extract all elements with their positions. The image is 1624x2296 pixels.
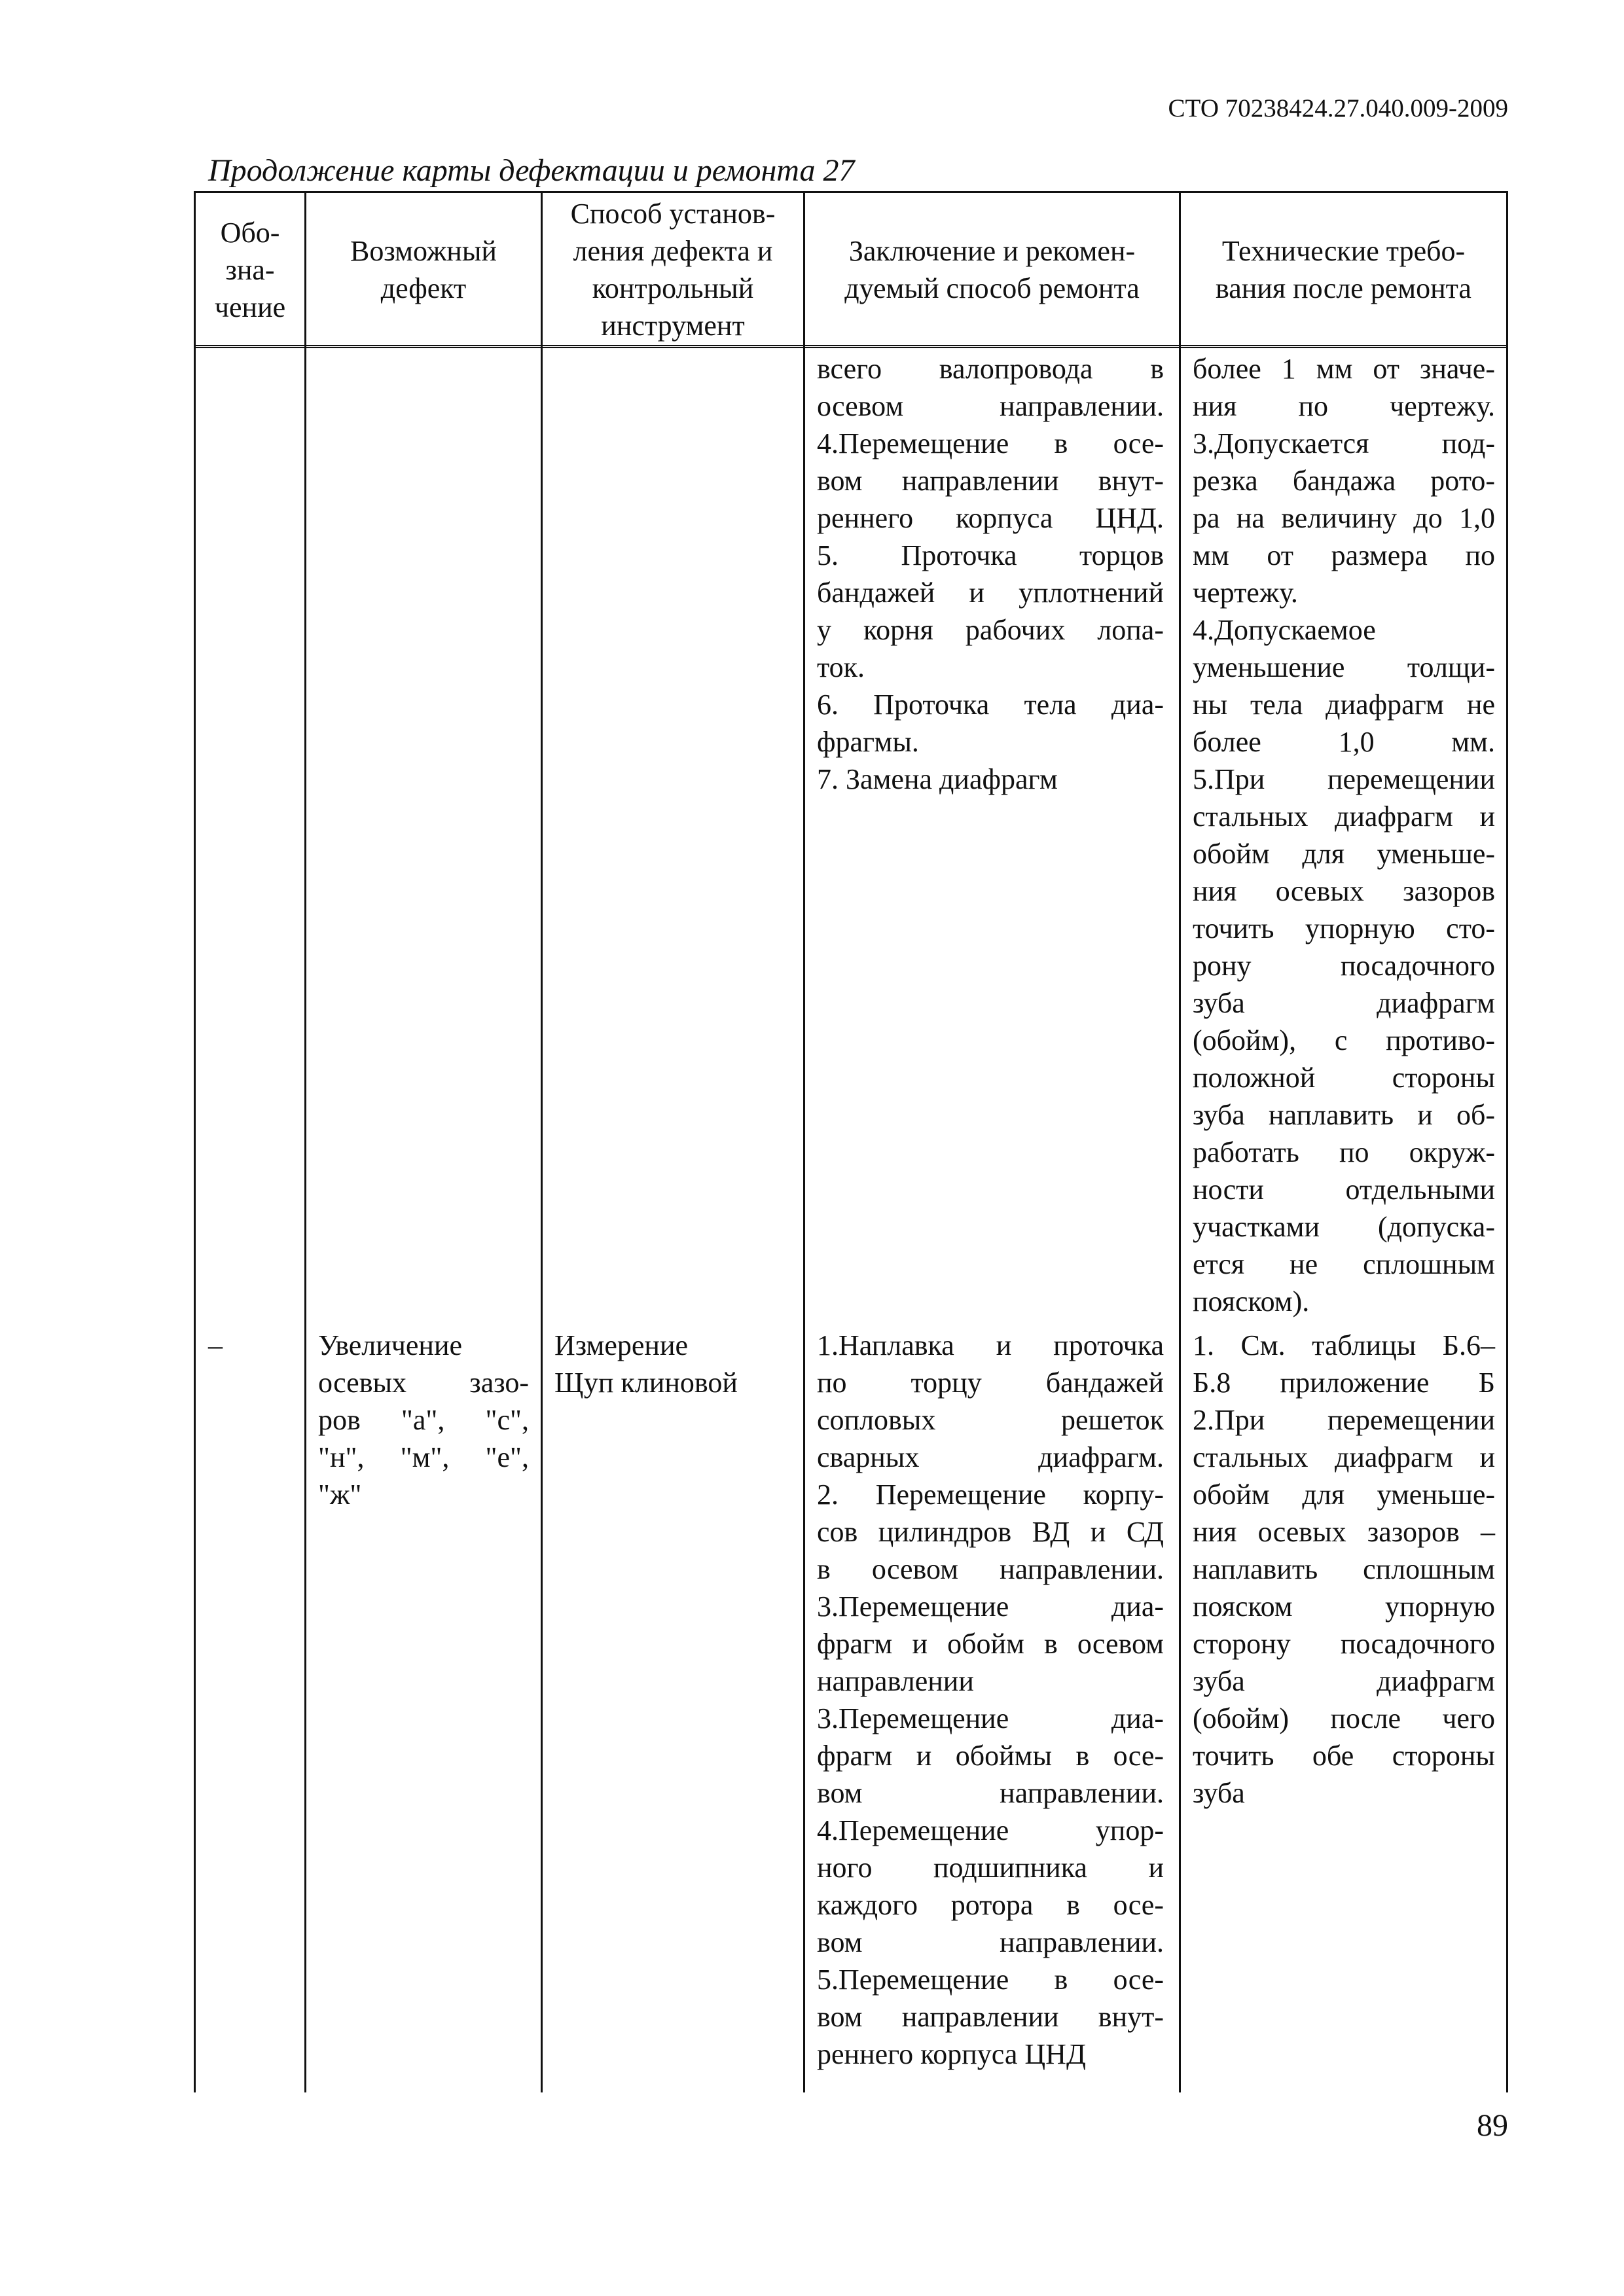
text-line: ния осевых зазоров – (1193, 1516, 1495, 1548)
text-line: 1.Наплавка и проточка (817, 1329, 1164, 1361)
text-line: 4.Допускаемое (1193, 614, 1376, 646)
header-designation (196, 195, 304, 344)
text-line: рону посадочного (1193, 950, 1495, 982)
text-line: каждого ротора в осе- (817, 1889, 1164, 1921)
text-line: реннего корпуса ЦНД. (817, 502, 1164, 534)
text-line: 1. См. таблицы Б.6– (1193, 1329, 1495, 1361)
text-line: ров "а", "с", (318, 1404, 529, 1436)
text-line: сов цилиндров ВД и СД (817, 1516, 1164, 1548)
text-line: 3.Перемещение диа- (817, 1702, 1164, 1734)
text-line: ного подшипника и (817, 1852, 1164, 1884)
text-line: всего валопровода в (817, 353, 1164, 385)
text-line: ния по чертежу. (1193, 390, 1495, 422)
text-line: "ж" (318, 1479, 362, 1511)
text-line: точить обе стороны (1193, 1740, 1495, 1772)
text-line: ности отдельными (1193, 1174, 1495, 1206)
text-line: мм от размера по (1193, 539, 1495, 571)
page-number: 89 (1477, 2108, 1508, 2143)
text-line: точить упорную сто- (1193, 912, 1495, 944)
text-line: чертежу. (1193, 577, 1298, 609)
text-line: (обойм), с противо- (1193, 1024, 1495, 1056)
text-line: 2. Перемещение корпу- (817, 1479, 1164, 1511)
text-line: резка бандажа рото- (1193, 465, 1495, 497)
text-line: пояском упорную (1193, 1590, 1495, 1623)
text-line: положной стороны (1193, 1062, 1495, 1094)
row2-repair-conclusion (817, 1327, 1164, 2073)
text-line: "н", "м", "е", (318, 1441, 529, 1473)
text-line: обойм для уменьше- (1193, 1479, 1495, 1511)
text-line: 3.Допускается под- (1193, 427, 1495, 459)
defect-repair-table (194, 191, 1508, 2092)
text-line: контрольный (592, 272, 754, 304)
text-line: 4.Перемещение упор- (817, 1814, 1164, 1846)
text-line: вания после ремонта (1216, 272, 1471, 304)
text-line: ны тела диафрагм не (1193, 689, 1495, 721)
text-line: у корня рабочих лопа- (817, 614, 1164, 646)
text-line: фрагмы. (817, 726, 919, 758)
row1-tech-requirements (1193, 350, 1495, 1320)
text-line: более 1 мм от значе- (1193, 353, 1495, 385)
column-border (304, 191, 306, 2092)
text-line: вом направлении. (817, 1926, 1164, 1958)
text-line: 7. Замена диафрагм (817, 763, 1058, 795)
text-line: реннего корпуса ЦНД (817, 2038, 1086, 2070)
text-line: Заключение и рекомен- (848, 235, 1136, 267)
text-line: стальных диафрагм и (1193, 1441, 1495, 1473)
column-border (803, 191, 805, 2092)
text-line: 5.При перемещении (1193, 763, 1495, 795)
column-border (541, 191, 543, 2092)
text-line: Щуп клиновой (554, 1367, 738, 1399)
text-line: уменьшение толщи- (1193, 651, 1495, 683)
text-line: участками (допуска- (1193, 1211, 1495, 1243)
header-separator (194, 345, 1508, 348)
text-line: Возможный (350, 235, 497, 267)
column-border (1179, 191, 1181, 2092)
text-line: вом направлении внут- (817, 2001, 1164, 2033)
text-line: осевом направлении. (817, 390, 1164, 422)
text-line: ра на величину до 1,0 (1193, 502, 1495, 534)
text-line: 6. Проточка тела диа- (817, 689, 1164, 721)
text-line: вом направлении внут- (817, 465, 1164, 497)
text-line: стальных диафрагм и (1193, 800, 1495, 833)
row2-tech-requirements (1193, 1327, 1495, 1812)
text-line: в осевом направлении. (817, 1553, 1164, 1585)
text-line: фрагм и обойм в осевом (817, 1628, 1164, 1660)
document-code: СТО 70238424.27.040.009-2009 (1168, 94, 1508, 122)
text-line: осевых зазо- (318, 1367, 529, 1399)
text-line: ления дефекта и (573, 235, 773, 267)
text-line: зуба наплавить и об- (1193, 1099, 1495, 1131)
text-line: зуба (1193, 1777, 1245, 1809)
header-possible-defect (306, 195, 541, 344)
text-line: зна- (225, 253, 275, 286)
header-tech-requirements (1181, 195, 1506, 344)
text-line: Увеличение (318, 1329, 463, 1361)
header-detection-method (543, 195, 803, 344)
text-line: обойм для уменьше- (1193, 838, 1495, 870)
table-top-border (194, 191, 1508, 193)
column-border (194, 191, 196, 2092)
text-line: Способ установ- (570, 198, 776, 230)
row2-designation: – (208, 1329, 223, 1361)
text-line: чение (214, 291, 286, 323)
text-line: дефект (380, 272, 467, 304)
text-line: ния осевых зазоров (1193, 875, 1495, 907)
text-line: Технические требо- (1221, 235, 1466, 267)
text-line: фрагм и обоймы в осе- (817, 1740, 1164, 1772)
text-line: сопловых решеток (817, 1404, 1164, 1436)
text-line: вом направлении. (817, 1777, 1164, 1809)
table-caption: Продолжение карты дефектации и ремонта 27 (208, 153, 855, 188)
text-line: Б.8 приложение Б (1193, 1367, 1495, 1399)
row2-detection-method (554, 1327, 793, 1401)
text-line: более 1,0 мм. (1193, 726, 1495, 758)
text-line: дуемый способ ремонта (844, 272, 1140, 304)
text-line: Обо- (220, 216, 280, 249)
text-line: инструмент (601, 310, 745, 342)
header-repair-conclusion (805, 195, 1179, 344)
text-line: пояском). (1193, 1285, 1310, 1318)
text-line: сторону посадочного (1193, 1628, 1495, 1660)
text-line: работать по окруж- (1193, 1136, 1495, 1168)
text-line: (обойм) после чего (1193, 1702, 1495, 1734)
text-line: направлении (817, 1665, 974, 1697)
text-line: зуба диафрагм (1193, 987, 1495, 1019)
text-line: по торцу бандажей (817, 1367, 1164, 1399)
text-line: сварных диафрагм. (817, 1441, 1164, 1473)
text-line: ется не сплошным (1193, 1248, 1495, 1280)
row1-repair-conclusion (817, 350, 1164, 798)
text-line: 5. Проточка торцов (817, 539, 1164, 571)
row2-possible-defect (318, 1327, 529, 1513)
text-line: 4.Перемещение в осе- (817, 427, 1164, 459)
text-line: ток. (817, 651, 865, 683)
text-line: бандажей и уплотнений (817, 577, 1164, 609)
text-line: наплавить сплошным (1193, 1553, 1495, 1585)
text-line: зуба диафрагм (1193, 1665, 1495, 1697)
text-line: Измерение (554, 1329, 689, 1361)
text-line: 3.Перемещение диа- (817, 1590, 1164, 1623)
column-border (1506, 191, 1508, 2092)
text-line: 5.Перемещение в осе- (817, 1964, 1164, 1996)
text-line: 2.При перемещении (1193, 1404, 1495, 1436)
